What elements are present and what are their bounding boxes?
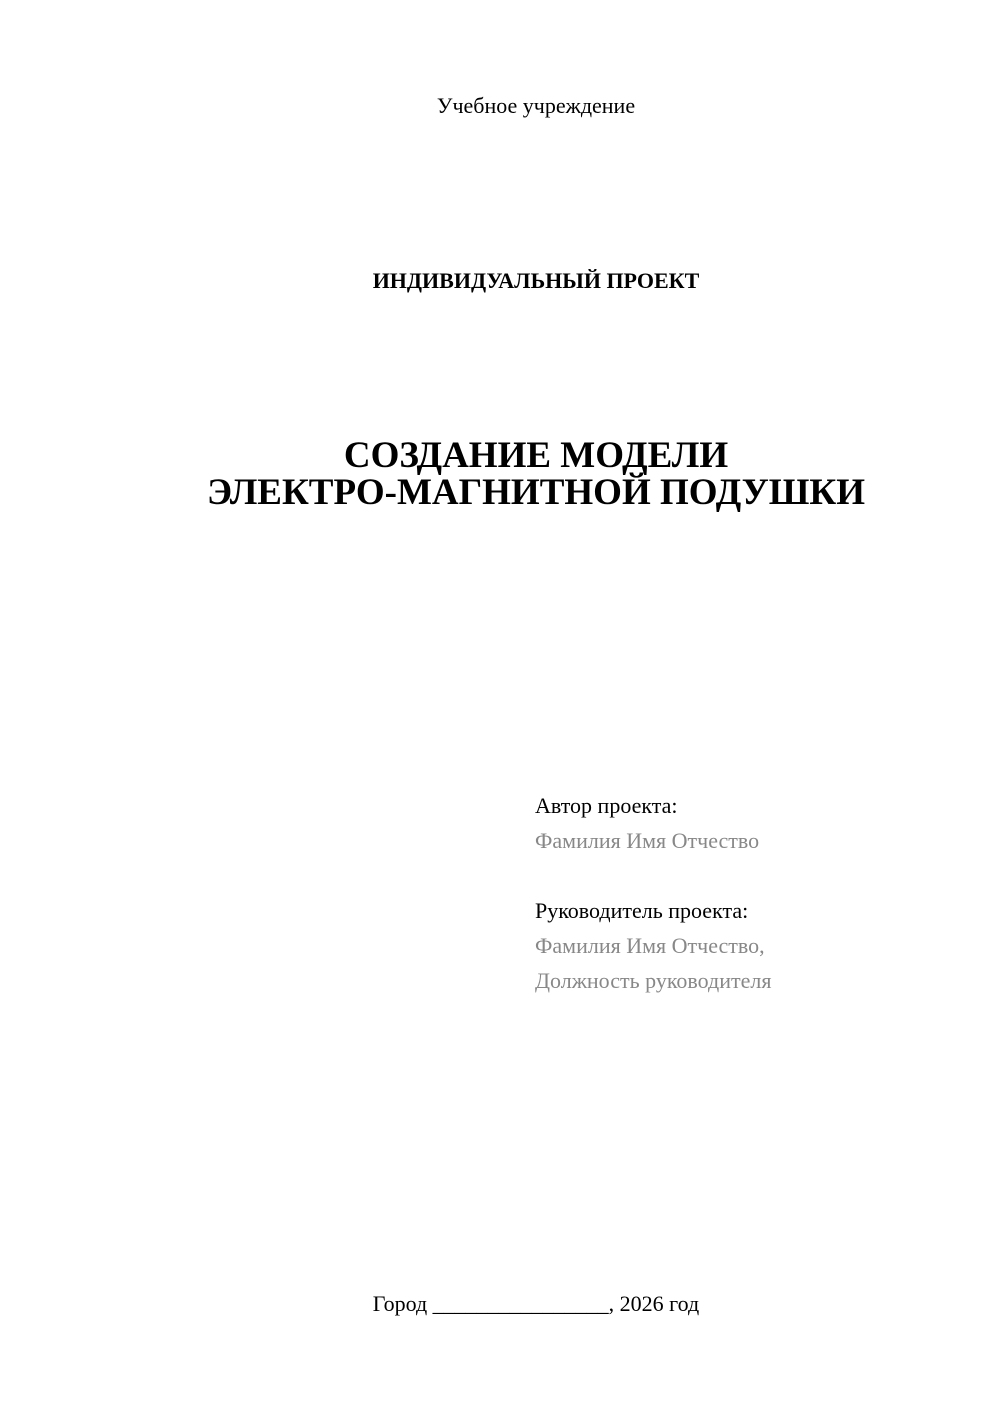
supervisor-name: Фамилия Имя Отчество, — [535, 933, 765, 958]
institution-name: Учебное учреждение — [436, 93, 636, 118]
supervisor-label: Руководитель проекта: — [535, 898, 749, 923]
project-title-line-1: СОЗДАНИЕ МОДЕЛИ — [343, 435, 729, 476]
author-label: Автор проекта: — [535, 793, 678, 818]
project-title-line-2: ЭЛЕКТРО-МАГНИТНОЙ ПОДУШКИ — [206, 472, 866, 513]
project-credits — [535, 788, 975, 998]
supervisor-position: Должность руководителя — [535, 968, 772, 993]
project-title — [0, 437, 1000, 511]
city-year-line: Город ________________, 2026 год — [372, 1291, 700, 1316]
credits-spacer — [535, 858, 975, 893]
author-name: Фамилия Имя Отчество — [535, 828, 760, 853]
document-type-heading: ИНДИВИДУАЛЬНЫЙ ПРОЕКТ — [372, 268, 700, 293]
